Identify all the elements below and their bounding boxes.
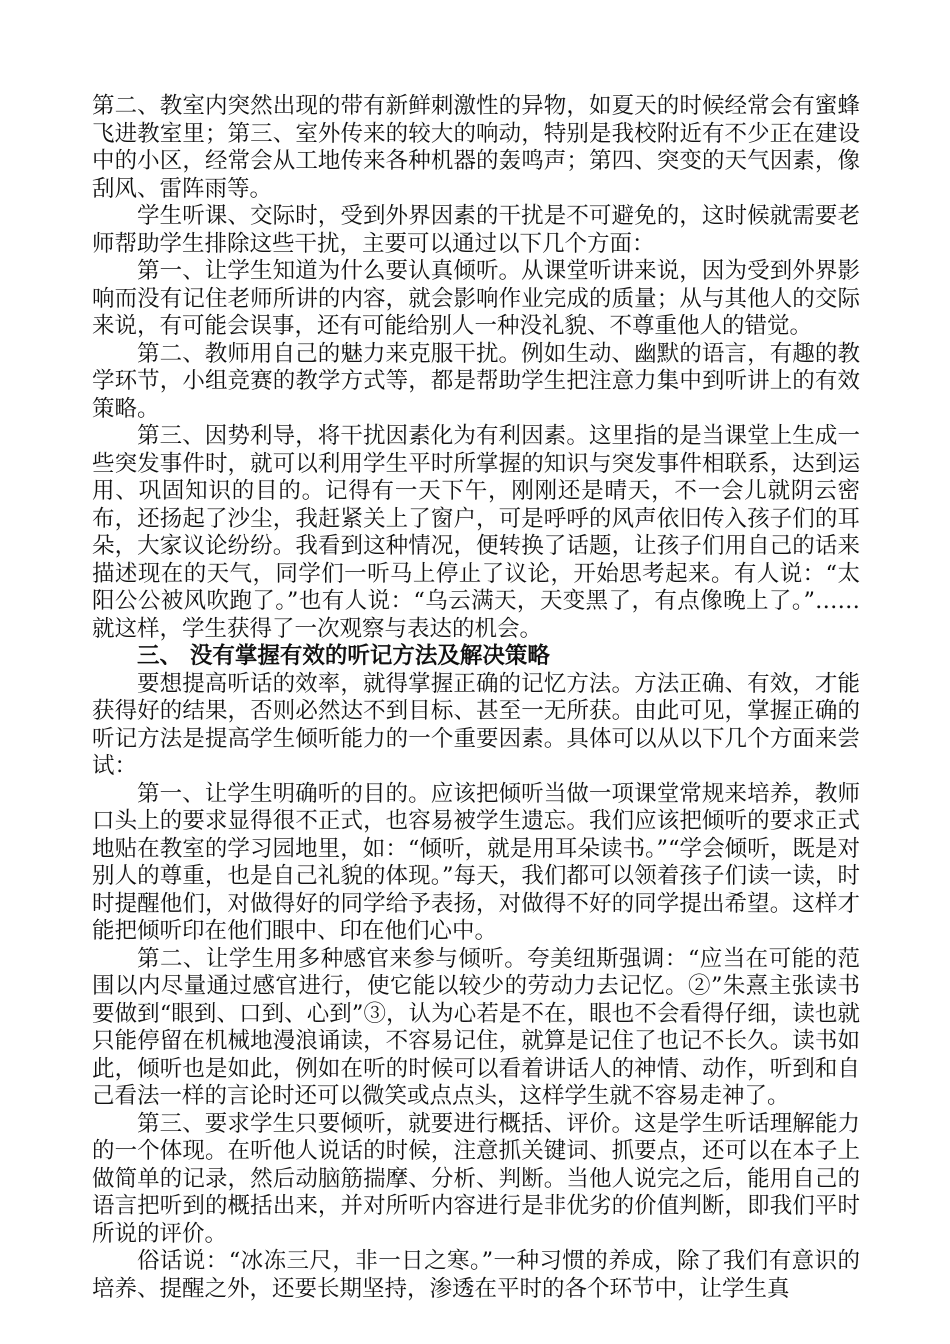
paragraph-point-2-charm: 第二、教师用自己的魅力来克服干扰。例如生动、幽默的语言，有趣的教学环节，小组竞赛的教学方式等，都是帮助学生把注意力集中到听讲上的有效策略。 (92, 340, 860, 422)
paragraph-proverb-habit: 俗话说：“冰冻三尺，非一日之寒。”一种习惯的养成，除了我们有意识的培养、提醒之外，还要长期坚持，渗透在平时的各个环节中，让学生真 (92, 1248, 860, 1302)
paragraph-listening-method-intro: 要想提高听话的效率，就得掌握正确的记忆方法。方法正确、有效，才能获得好的结果，否则必然达不到目标、甚至一无所获。由此可见，掌握正确的听记方法是提高学生倾听能力的一个重要因素。具体可以从以下几个方面来尝试： (92, 670, 860, 779)
paragraph-method-1-purpose: 第一、让学生明确听的目的。应该把倾听当做一项课堂常规来培养，教师口头上的要求显得很不正式，也容易被学生遗忘。我们应该把倾听的要求正式地贴在教室的学习园地里，如：“倾听，就是用耳朵读书。”“学会倾听，既是对别人的尊重，也是自己礼貌的体现。”每天，我们都可以领着孩子们读一读，时时提醒他们，对做得好的同学给予表扬，对做得不好的同学提出希望。这样才能把倾听印在他们眼中、印在他们心中。 (92, 780, 860, 944)
paragraph-distractions-continued: 第二、教室内突然出现的带有新鲜刺激性的异物，如夏天的时候经常会有蜜蜂飞进教室里；第三、室外传来的较大的响动，特别是我校附近有不少正在建设中的小区，经常会从工地传来各种机器的轰鸣声；第四、突变的天气因素，像刮风、雷阵雨等。 (92, 93, 860, 202)
paragraph-point-1-know-why: 第一、让学生知道为什么要认真倾听。从课堂听讲来说，因为受到外界影响而没有记住老师所讲的内容，就会影响作业完成的质量；从与其他人的交际来说，有可能会误事，还有可能给别人一种没礼貌、不尊重他人的错觉。 (92, 258, 860, 339)
document-page (92, 93, 860, 1303)
paragraph-method-2-senses: 第二、让学生用多种感官来参与倾听。夸美纽斯强调：“应当在可能的范围以内尽量通过感官进行，使它能以较少的劳动力去记忆。②”朱熹主张读书要做到“眼到、口到、心到”③，认为心若是不在，眼也不会看得仔细，读也就只能停留在机械地漫浪诵读，不容易记住，就算是记住了也记不长久。读书如此，倾听也是如此，例如在听的时候可以看着讲话人的神情、动作，听到和自己看法一样的言论时还可以微笑或点点头，这样学生就不容易走神了。 (92, 945, 860, 1109)
paragraph-point-3-guide: 第三、因势利导，将干扰因素化为有利因素。这里指的是当课堂上生成一些突发事件时，就可以利用学生平时所掌握的知识与突发事件相联系，达到运用、巩固知识的目的。记得有一天下午，刚刚还是晴天，不一会儿就阴云密布，还扬起了沙尘，我赶紧关上了窗户，可是呼呼的风声依旧传入孩子们的耳朵，大家议论纷纷。我看到这种情况，便转换了话题，让孩子们用自己的话来描述现在的天气，同学们一听马上停止了议论，开始思考起来。有人说：“太阳公公被风吹跑了。”也有人说：“乌云满天，天变黑了，有点像晚上了。”……就这样，学生获得了一次观察与表达的机会。 (92, 423, 860, 642)
paragraph-teacher-help: 学生听课、交际时，受到外界因素的干扰是不可避免的，这时候就需要老师帮助学生排除这些干扰，主要可以通过以下几个方面： (92, 203, 860, 257)
section-heading-3: 三、 没有掌握有效的听记方法及解决策略 (137, 643, 550, 669)
paragraph-method-3-summarize: 第三、要求学生只要倾听，就要进行概括、评价。这是学生听话理解能力的一个体现。在听他人说话的时候，注意抓关键词、抓要点，还可以在本子上做简单的记录，然后动脑筋揣摩、分析、判断。当他人说完之后，能用自己的语言把听到的概括出来，并对所听内容进行是非优劣的价值判断，即我们平时所说的评价。 (92, 1110, 860, 1247)
